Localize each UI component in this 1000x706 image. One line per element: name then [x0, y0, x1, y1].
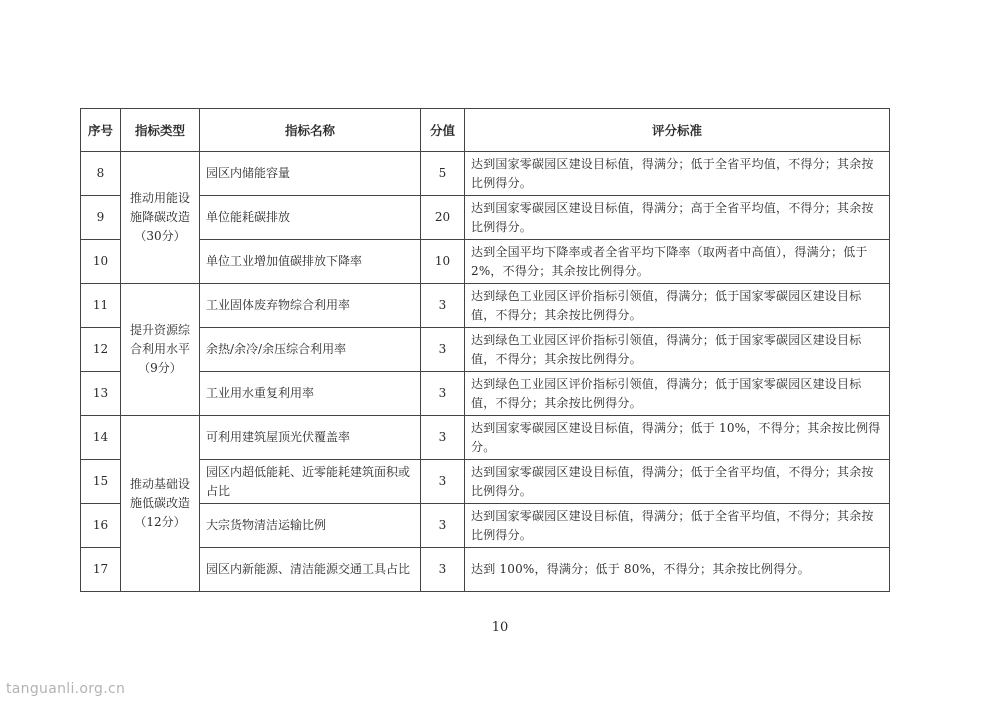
indicator-score: 3: [421, 548, 465, 592]
indicator-score: 10: [421, 240, 465, 284]
indicator-name: 园区内储能容量: [200, 152, 421, 196]
page-number: 10: [491, 620, 509, 635]
indicator-score: 5: [421, 152, 465, 196]
row-no: 12: [81, 328, 121, 372]
indicator-name: 大宗货物清洁运输比例: [200, 504, 421, 548]
scoring-standard: 达到 100%，得满分；低于 80%，不得分；其余按比例得分。: [465, 548, 890, 592]
row-no: 8: [81, 152, 121, 196]
scoring-standard: 达到国家零碳园区建设目标值，得满分；低于全省平均值，不得分；其余按比例得分。: [465, 504, 890, 548]
indicator-score: 3: [421, 460, 465, 504]
scoring-standard: 达到绿色工业园区评价指标引领值，得满分；低于国家零碳园区建设目标值，不得分；其余按比例得分。: [465, 372, 890, 416]
indicator-score: 3: [421, 328, 465, 372]
indicator-name: 工业用水重复利用率: [200, 372, 421, 416]
table-row: [81, 548, 890, 592]
indicator-name: 单位工业增加值碳排放下降率: [200, 240, 421, 284]
indicator-name: 园区内新能源、清洁能源交通工具占比: [200, 548, 421, 592]
indicator-score: 3: [421, 372, 465, 416]
table-row: [81, 328, 890, 372]
scoring-standard: 达到绿色工业园区评价指标引领值，得满分；低于国家零碳园区建设目标值，不得分；其余按比例得分。: [465, 284, 890, 328]
row-no: 17: [81, 548, 121, 592]
header-score: 分值: [421, 109, 465, 152]
table-row: [81, 416, 890, 460]
indicator-score: 3: [421, 284, 465, 328]
scoring-standard: 达到绿色工业园区评价指标引领值，得满分；低于国家零碳园区建设目标值，不得分；其余按比例得分。: [465, 328, 890, 372]
scoring-standard: 达到全国平均下降率或者全省平均下降率（取两者中高值），得满分；低于 2%，不得分；其余按比例得分。: [465, 240, 890, 284]
header-category: 指标类型: [121, 109, 200, 152]
header-standard: 评分标准: [465, 109, 890, 152]
indicator-name: 余热/余冷/余压综合利用率: [200, 328, 421, 372]
table-row: [81, 284, 890, 328]
indicator-name: 可利用建筑屋顶光伏覆盖率: [200, 416, 421, 460]
category-cell: 推动用能设施降碳改造（30分）: [121, 152, 200, 284]
scoring-standard: 达到国家零碳园区建设目标值，得满分；低于全省平均值，不得分；其余按比例得分。: [465, 152, 890, 196]
indicator-score: 20: [421, 196, 465, 240]
row-no: 14: [81, 416, 121, 460]
row-no: 15: [81, 460, 121, 504]
scoring-standard: 达到国家零碳园区建设目标值，得满分；低于 10%，不得分；其余按比例得分。: [465, 416, 890, 460]
scoring-standard: 达到国家零碳园区建设目标值，得满分；低于全省平均值，不得分；其余按比例得分。: [465, 460, 890, 504]
table-row: [81, 196, 890, 240]
scoring-standard: 达到国家零碳园区建设目标值，得满分；高于全省平均值，不得分；其余按比例得分。: [465, 196, 890, 240]
row-no: 16: [81, 504, 121, 548]
table-row: [81, 460, 890, 504]
row-no: 9: [81, 196, 121, 240]
table-header-row: [81, 109, 890, 152]
indicator-table: [80, 108, 890, 592]
table-row: [81, 504, 890, 548]
category-cell: 提升资源综合利用水平（9分）: [121, 284, 200, 416]
indicator-name: 工业固体废弃物综合利用率: [200, 284, 421, 328]
indicator-score: 3: [421, 416, 465, 460]
row-no: 11: [81, 284, 121, 328]
header-name: 指标名称: [200, 109, 421, 152]
row-no: 10: [81, 240, 121, 284]
row-no: 13: [81, 372, 121, 416]
category-cell: 推动基础设施低碳改造（12分）: [121, 416, 200, 592]
table-row: [81, 372, 890, 416]
indicator-score: 3: [421, 504, 465, 548]
watermark: tanguanli.org.cn: [6, 681, 126, 697]
table-row: [81, 152, 890, 196]
table-row: [81, 240, 890, 284]
indicator-name: 单位能耗碳排放: [200, 196, 421, 240]
header-no: 序号: [81, 109, 121, 152]
indicator-name: 园区内超低能耗、近零能耗建筑面积或占比: [200, 460, 421, 504]
